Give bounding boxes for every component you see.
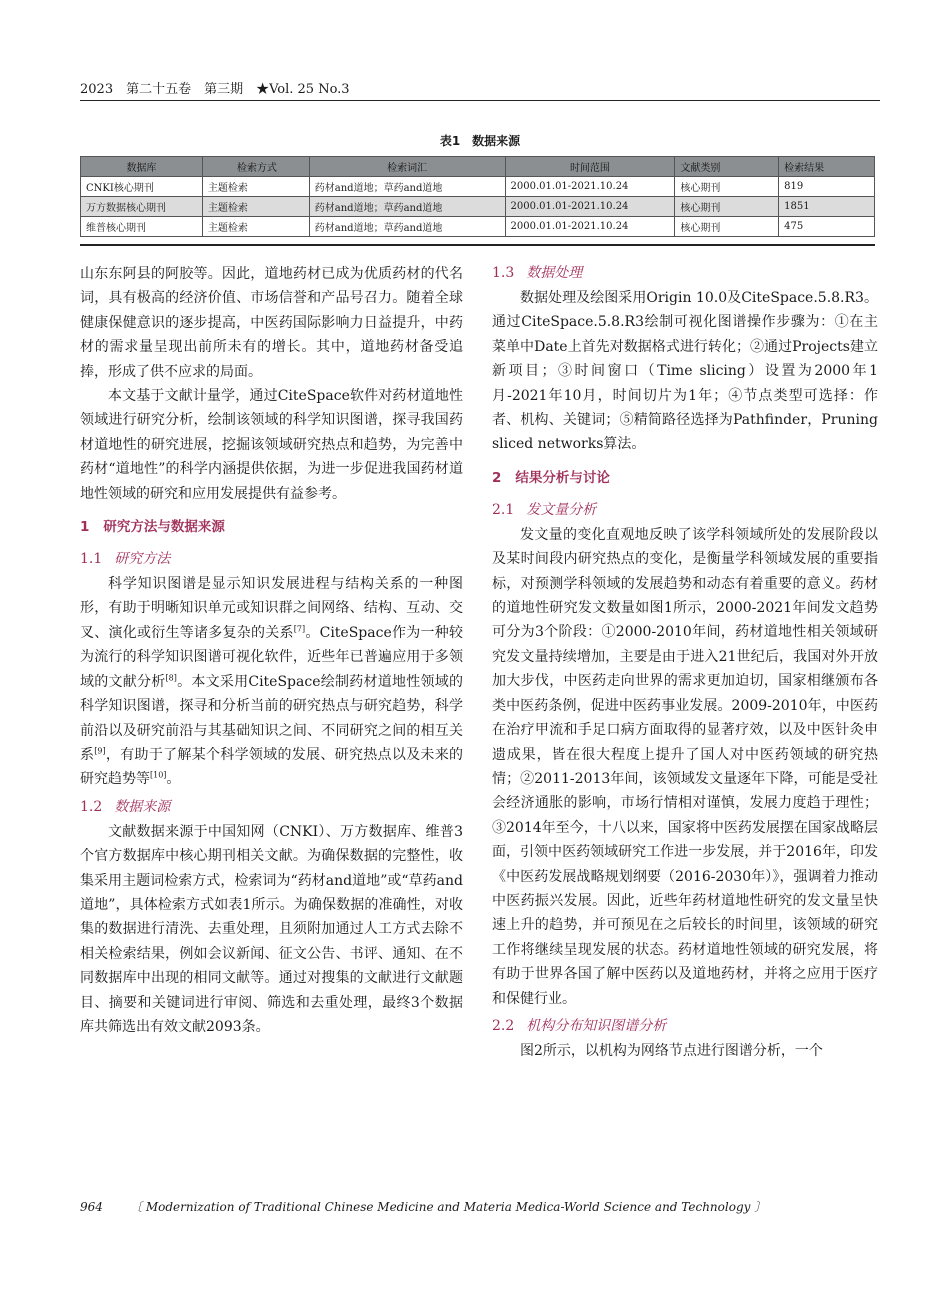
subsection-title: 机构分布知识图谱分析 — [526, 1017, 667, 1034]
subsection-title: 数据来源 — [114, 798, 171, 815]
header-rule — [80, 100, 880, 101]
cell-method: 主题检索 — [202, 197, 309, 217]
cell-category: 核心期刊 — [675, 197, 779, 217]
section-number: 2 — [492, 469, 502, 486]
cell-database: CNKI核心期刊 — [81, 177, 203, 197]
cell-method: 主题检索 — [202, 217, 309, 237]
section-heading-1 — [80, 516, 463, 538]
text-run: 。本文采用CiteSpace绘制药材道地性领域的科学知识图谱，探寻和分析当前的研究热点与研究趋势，科学前沿以及研究前沿与其基础知识之间、不同研究之间的相互关系 — [80, 673, 463, 763]
subsection-title: 研究方法 — [114, 551, 171, 568]
intro-paragraph-continued: 山东东阿县的阿胶等。因此，道地药材已成为优质药材的代名词，具有极高的经济价值、市场信誉和产品号召力。随着全球健康保健意识的逐步提高，中医药国际影响力日益提升，中药材的需求量呈现出前所未有的增长。其中，道地药材备受追捧，形成了供不应求的局面。 — [80, 266, 463, 380]
running-footer — [80, 1197, 880, 1217]
cell-time-range: 2000.01.01-2021.10.24 — [505, 217, 675, 237]
left-column — [80, 262, 463, 1039]
th-time-range: 时间范围 — [505, 157, 675, 177]
cell-database: 维普核心期刊 — [81, 217, 203, 237]
cell-time-range: 2000.01.01-2021.10.24 — [505, 177, 675, 197]
th-database: 数据库 — [81, 157, 203, 177]
subsection-number: 1.1 — [80, 551, 103, 568]
citation-ref: [7] — [293, 624, 306, 634]
section-heading-2 — [492, 467, 878, 489]
cell-keywords: 药材and道地；草药and道地 — [309, 177, 505, 197]
data-processing-paragraph: 数据处理及绘图采用Origin 10.0及CiteSpace.5.8.R3。通过CiteSpace.5.8.R3绘制可视化图谱操作步骤为：①在主菜单中Date上首先对数据格式进行转化；②通过Projects建立新项目；③时间窗口（Time slicing）设置为2000年1月-2021年10月，时间切片为1年；④节点类型可选择：作者、机构、关键词；⑤精简路径选择为Pathfinder，Pruning sliced networks算法。 — [492, 290, 878, 453]
table-row — [81, 217, 875, 237]
table-bottom-rule — [80, 244, 875, 246]
table-header-row — [81, 157, 875, 177]
th-method: 检索方式 — [202, 157, 309, 177]
subsection-title: 数据处理 — [526, 265, 583, 281]
section-number: 1 — [80, 519, 90, 536]
cell-results: 475 — [779, 217, 875, 237]
th-results: 检索结果 — [779, 157, 875, 177]
text-run: ，有助于了解某个科学领域的发展、研究热点以及未来的研究趋势等 — [80, 746, 464, 788]
subsection-number: 2.2 — [492, 1017, 515, 1034]
cell-results: 819 — [779, 177, 875, 197]
text-run: 。CiteSpace作为一种较为流行的科学知识图谱可视化软件，近些年已普遍应用于多领域的文献分析 — [80, 624, 463, 690]
methods-paragraph — [80, 572, 463, 792]
data-source-table — [80, 156, 875, 237]
table-row — [81, 197, 875, 217]
subsection-number: 1.2 — [80, 798, 103, 815]
citation-ref: [8] — [165, 673, 177, 683]
subsection-heading-2-2 — [492, 1015, 878, 1037]
cell-method: 主题检索 — [202, 177, 309, 197]
cell-category: 核心期刊 — [675, 217, 779, 237]
section-title: 结果分析与讨论 — [515, 469, 610, 486]
cell-database: 万方数据核心期刊 — [81, 197, 203, 217]
cell-time-range: 2000.01.01-2021.10.24 — [505, 197, 675, 217]
cell-category: 核心期刊 — [675, 177, 779, 197]
journal-name: 〔 Modernization of Traditional Chinese Medicine and Materia Medica-World Science and Technology 〕 — [130, 1200, 767, 1214]
table-caption: 表1 数据来源 — [439, 134, 521, 148]
data-source-paragraph: 文献数据来源于中国知网（CNKI）、万方数据库、维普3个官方数据库中核心期刊相关文献。为确保数据的完整性，收集采用主题词检索方式，检索词为“药材and道地”或“草药and道地”，具体检索方式如表1所示。为确保数据的准确性，对收集的数据进行清洗、去重处理，且须附加通过人工方式去除不相关检索结果，例如会议新闻、征文公告、书评、通知、在不同数据库中出现的相同文献等。通过对搜集的文献进行文献题目、摘要和关键词进行审阅、筛选和去重处理，最终3个数据库共筛选出有效文献2093条。 — [80, 823, 463, 1035]
subsection-heading-1-3 — [492, 262, 878, 284]
subsection-number: 2.1 — [492, 501, 515, 518]
subsection-number: 1.3 — [492, 265, 515, 281]
page-number: 964 — [80, 1200, 103, 1214]
citation-ref: [9] — [94, 746, 106, 756]
subsection-title: 发文量分析 — [526, 501, 597, 518]
citation-ref: [10] — [150, 770, 167, 780]
cell-results: 1851 — [779, 197, 875, 217]
right-column — [492, 262, 878, 1063]
text-run: 。 — [166, 771, 181, 788]
intro-paragraph: 本文基于文献计量学，通过CiteSpace软件对药材道地性领域进行研究分析，绘制该领域的科学知识图谱，探寻我国药材道地性的研究进展，挖掘该领域研究热点和趋势，为完善中药材“道地性”的科学内涵提供依据，为进一步促进我国药材道地性领域的研究和应用发展提供有益参考。 — [80, 388, 463, 502]
subsection-heading-1-1 — [80, 548, 463, 570]
table-row — [81, 177, 875, 197]
th-keywords: 检索词汇 — [309, 157, 505, 177]
section-title: 研究方法与数据来源 — [103, 519, 225, 536]
cell-keywords: 药材and道地；草药and道地 — [309, 217, 505, 237]
publication-volume-paragraph: 发文量的变化直观地反映了该学科领域所处的发展阶段以及某时间段内研究热点的变化，是衡量学科领域发展的重要指标，对预测学科领域的发展趋势和动态有着重要的意义。药材的道地性研究发文数量如图1所示，2000-2021年间发文趋势可分为3个阶段：①2000-2010年间，药材道地性相关领域研究发文量持续增加，主要是由于进入21世纪后，我国对外开放加大步伐，中医药走向世界的需求更加迫切，国家相继颁布各类中医药条例，促进中医药事业发展。2009-2010年，中医药在治疗甲流和手足口病方面取得的显著疗效，以及中医针灸申遗成果，皆在很大程度上提升了国人对中医药领域的研究热情；②2011-2013年间，该领域发文量逐年下降，可能是受社会经济通胀的影响，市场行情相对谨慎，发展力度趋于理性；③2014年至今，十八以来，国家将中医药发展摆在国家战略层面，引领中医药领域研究工作进一步发展，并于2016年，印发《中医药发展战略规划纲要（2016-2030年）》，强调着力推动中医药振兴发展。因此，近些年药材道地性研究的发文量呈快速上升的趋势，并可预见在之后较长的时间里，该领域的研究工作将继续呈现发展的状态。药材道地性领域的研究发展，将有助于世界各国了解中医药以及道地药材，并将之应用于医疗和保健行业。 — [492, 526, 878, 1007]
th-category: 文献类别 — [675, 157, 779, 177]
text-run: 科学知识图谱是显示知识发展进程与结构关系的一种图形，有助于明晰知识单元或知识群之间网络、结构、互动、交叉、演化或衍生等诸多复杂的关系 — [80, 576, 463, 641]
subsection-heading-1-2 — [80, 796, 463, 818]
running-header: 2023 第二十五卷 第三期 ★Vol. 25 No.3 — [80, 82, 350, 97]
subsection-heading-2-1 — [492, 499, 878, 521]
institution-analysis-paragraph: 图2所示，以机构为网络节点进行图谱分析，一个 — [520, 1042, 823, 1059]
cell-keywords: 药材and道地；草药and道地 — [309, 197, 505, 217]
